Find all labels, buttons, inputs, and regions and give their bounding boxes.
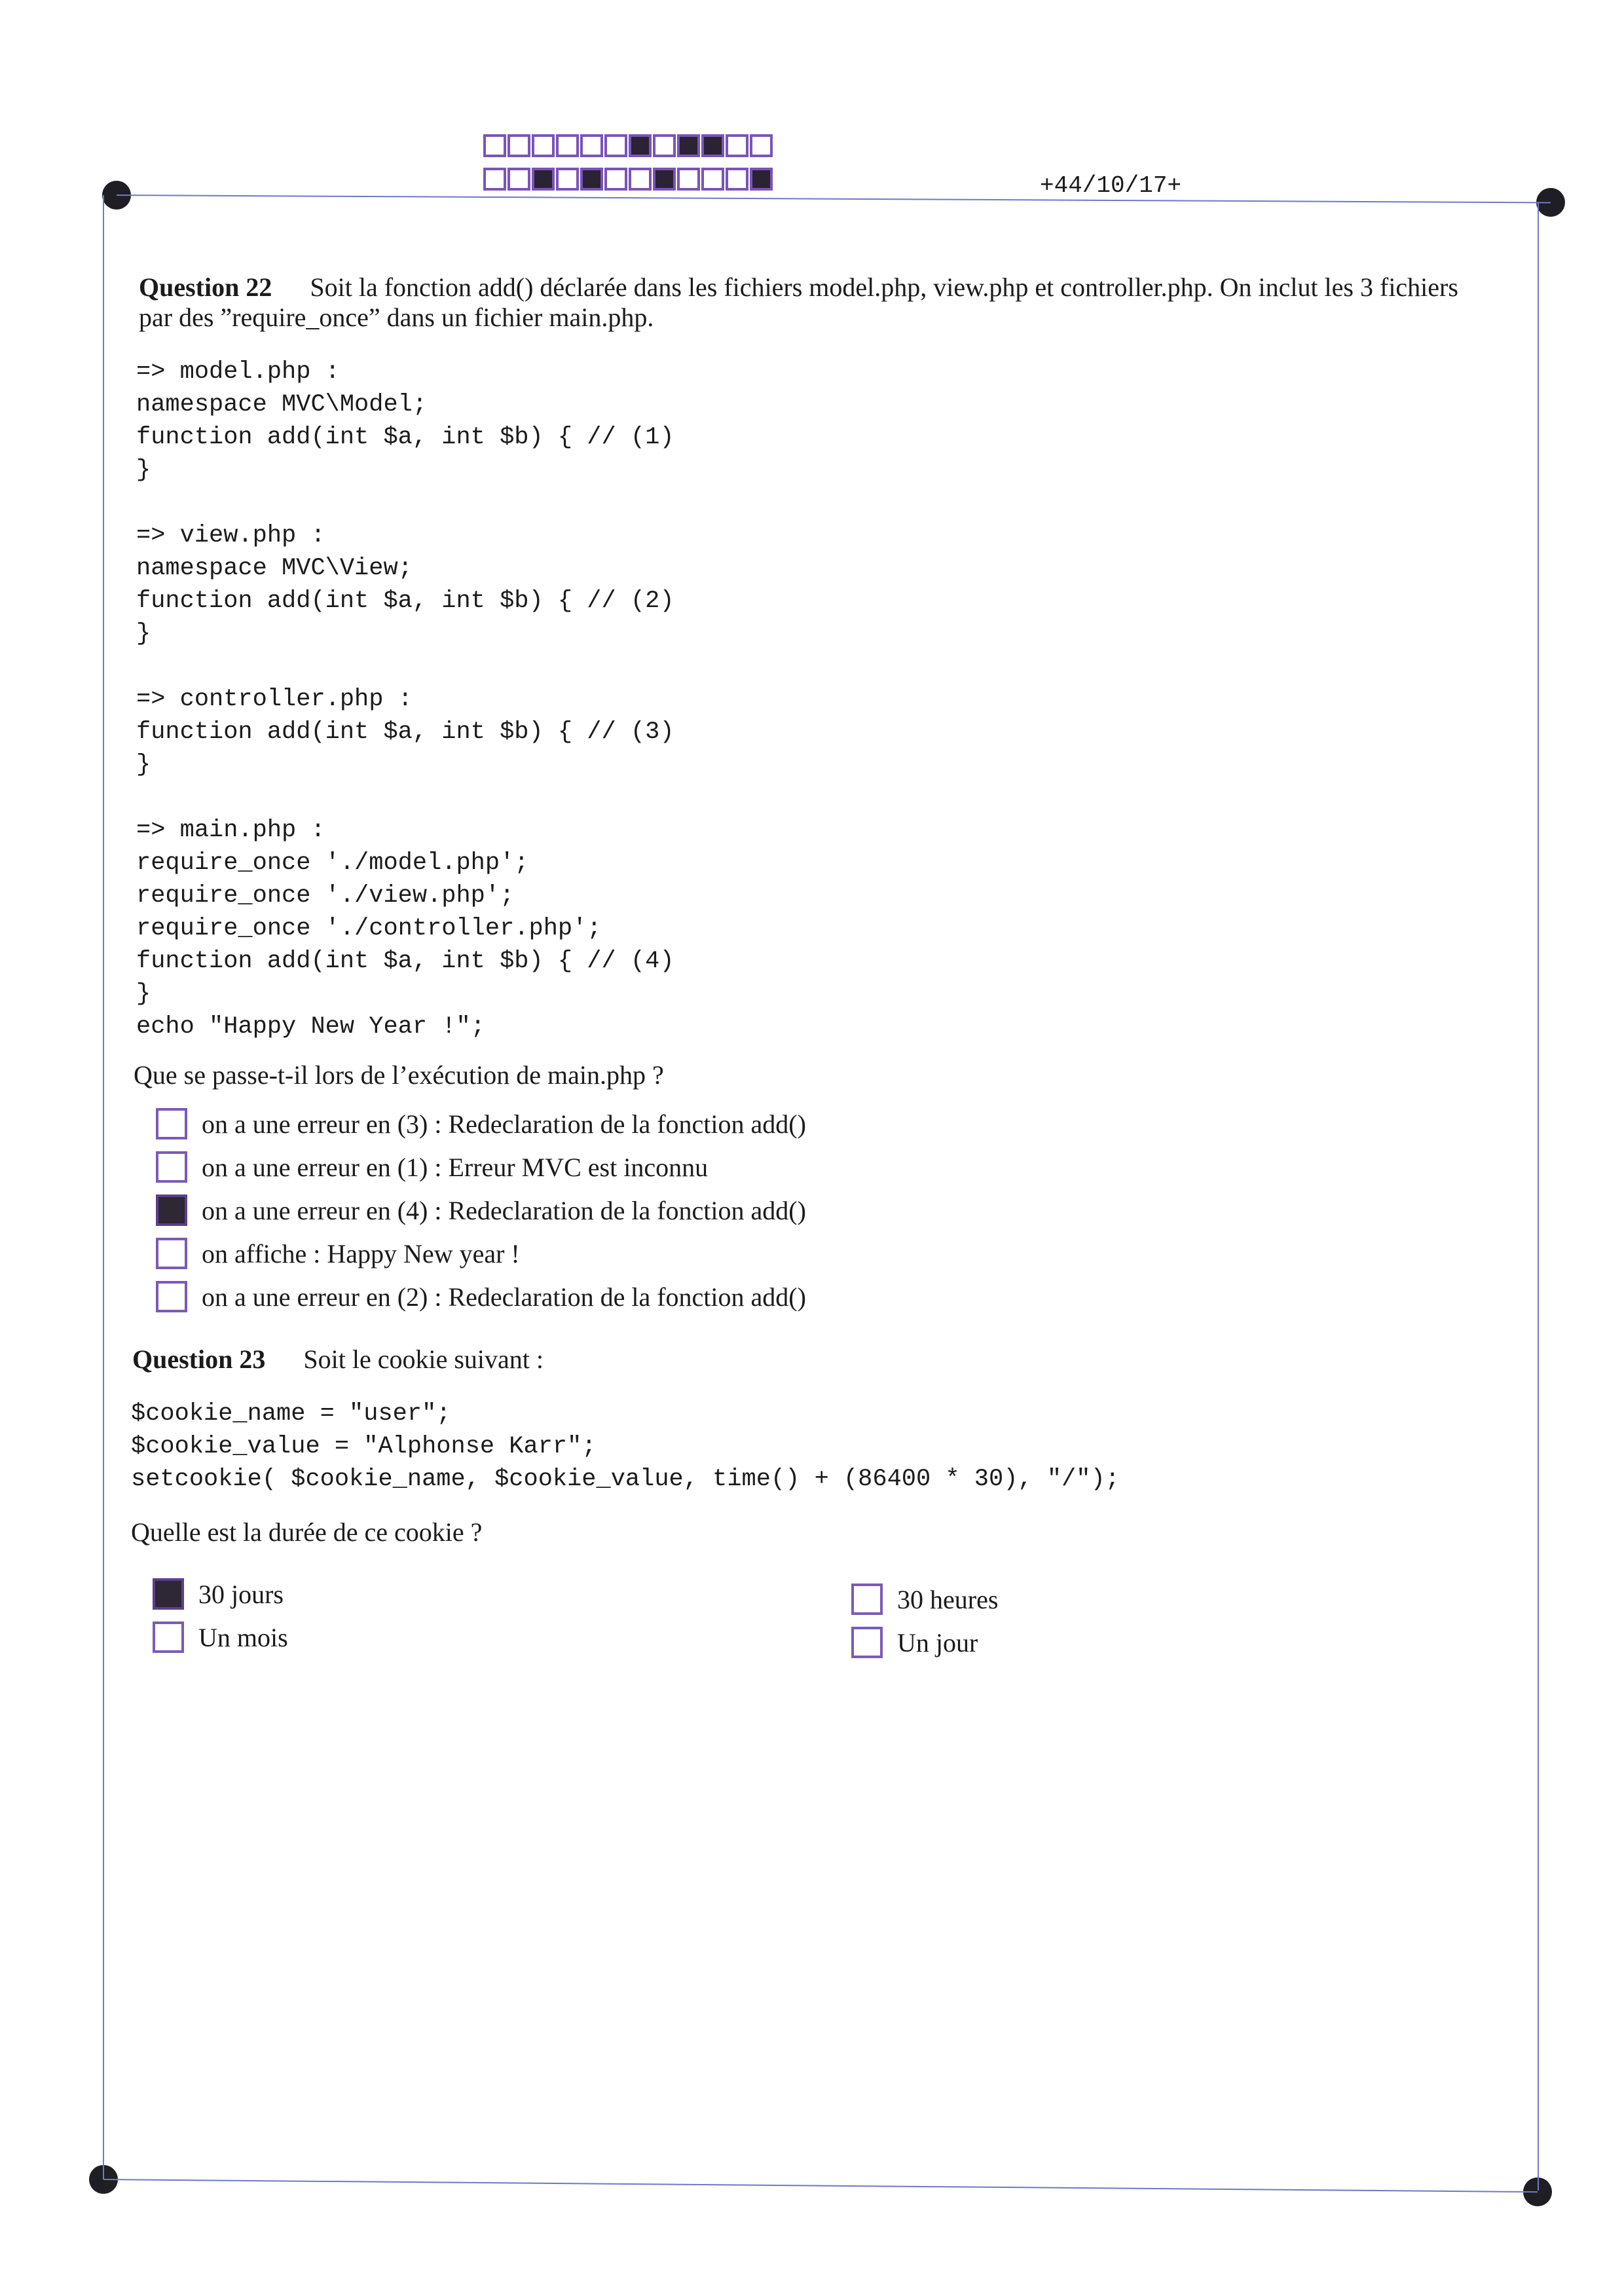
question-22-title: Question 22: [139, 272, 272, 302]
frame-bottom-line: [103, 2179, 1538, 2193]
answer-label: 30 jours: [198, 1579, 284, 1609]
q22-answer-1[interactable]: [156, 1108, 806, 1139]
checkbox[interactable]: [156, 1194, 187, 1226]
q22-answer-4[interactable]: [156, 1238, 520, 1269]
question-23-title: Question 23: [132, 1344, 266, 1374]
id-code-cell: [750, 134, 773, 157]
answer-label: on a une erreur en (1) : Erreur MVC est inconnu: [202, 1152, 709, 1182]
id-code-cell: [580, 168, 603, 191]
q23-answer-1[interactable]: [153, 1578, 284, 1610]
id-code-cell: [556, 134, 579, 157]
question-22-text-line2: par des ”require_once” dans un fichier main.php.: [139, 303, 654, 332]
question-23-statement: [132, 1344, 544, 1375]
id-code-cell: [532, 168, 555, 191]
id-code-cell: [507, 134, 530, 157]
answer-label: on a une erreur en (4) : Redeclaration de la fonction add(): [202, 1195, 806, 1225]
question-22-code: => model.php : namespace MVC\Model; function add(int $a, int $b) { // (1) } => view.php : namespace MVC\View; function add(int $a, int $b) { // (2) } => controller.php : function add(int $a, int $b) { // (3) } => main.php : require_once './model.php'; require_once './view.php'; require_once './controller.php'; function add(int $a, int $b) { // (4) } echo "Happy New Year !";: [136, 358, 674, 1041]
checkbox[interactable]: [156, 1108, 187, 1139]
frame-left-line: [103, 195, 104, 2179]
question-23-prompt: Quelle est la durée de ce cookie ?: [131, 1517, 483, 1547]
checkbox[interactable]: [153, 1621, 184, 1653]
checkbox[interactable]: [153, 1578, 184, 1610]
frame-right-line: [1538, 202, 1539, 2191]
id-code-cell: [483, 168, 506, 191]
id-code-cell: [701, 168, 724, 191]
q22-answer-5[interactable]: [156, 1281, 806, 1312]
id-code-cell: [629, 168, 652, 191]
answer-label: 30 heures: [897, 1584, 999, 1614]
id-code-cell: [629, 134, 652, 157]
checkbox[interactable]: [156, 1151, 187, 1183]
id-code-cell: [532, 134, 555, 157]
frame-top-line: [117, 194, 1551, 203]
id-code-cell: [677, 168, 700, 191]
id-code-cell: [726, 134, 748, 157]
id-code-cell: [653, 168, 676, 191]
id-code-cell: [507, 168, 530, 191]
answer-label: on a une erreur en (2) : Redeclaration de la fonction add(): [202, 1282, 806, 1312]
id-code-cell: [604, 168, 627, 191]
id-code-row-1: [483, 134, 773, 157]
id-code-cell: [653, 134, 676, 157]
answer-label: on a une erreur en (3) : Redeclaration de la fonction add(): [202, 1109, 806, 1139]
id-code-row-2: [483, 168, 773, 191]
question-22-statement: [139, 272, 1527, 333]
id-code-cell: [556, 168, 579, 191]
q22-answer-2[interactable]: [156, 1151, 708, 1183]
checkbox[interactable]: [851, 1583, 883, 1615]
question-23-text: Soit le cookie suivant :: [303, 1344, 544, 1374]
question-22-prompt: Que se passe-t-il lors de l’exécution de main.php ?: [134, 1060, 664, 1090]
q23-answer-3[interactable]: [851, 1583, 998, 1615]
answer-label: on affiche : Happy New year !: [202, 1238, 520, 1268]
page-id: +44/10/17+: [1040, 172, 1182, 199]
answer-label: Un jour: [897, 1627, 978, 1657]
checkbox[interactable]: [156, 1238, 187, 1269]
q22-answer-3[interactable]: [156, 1194, 806, 1226]
id-code-cell: [677, 134, 700, 157]
q23-answer-2[interactable]: [153, 1621, 288, 1653]
q23-answer-4[interactable]: [851, 1627, 978, 1658]
checkbox[interactable]: [851, 1627, 883, 1658]
id-code-cell: [701, 134, 724, 157]
id-code-cell: [483, 134, 506, 157]
id-code-cell: [750, 168, 773, 191]
checkbox[interactable]: [156, 1281, 187, 1312]
id-code-cell: [726, 168, 748, 191]
question-23-code: $cookie_name = "user"; $cookie_value = "Alphonse Karr"; setcookie( $cookie_name, $cookie_value, time() + (86400 * 30), "/");: [131, 1400, 1120, 1493]
question-22-text-line1: Soit la fonction add() déclarée dans les fichiers model.php, view.php et controller.php. On inclut les 3 fichiers: [310, 272, 1458, 302]
id-code-cell: [580, 134, 603, 157]
answer-label: Un mois: [198, 1622, 288, 1652]
id-code-cell: [604, 134, 627, 157]
